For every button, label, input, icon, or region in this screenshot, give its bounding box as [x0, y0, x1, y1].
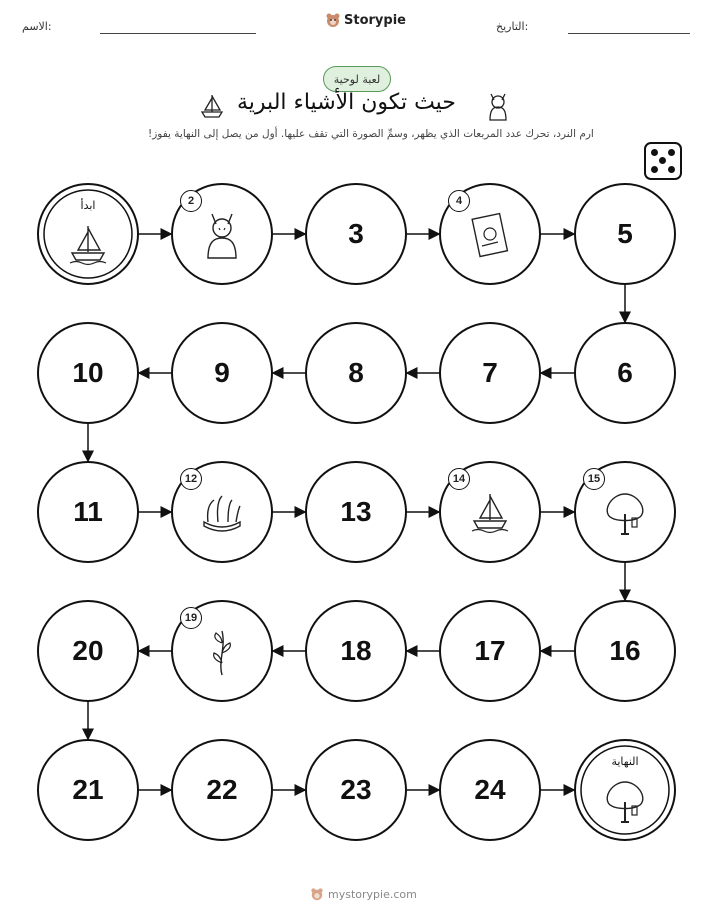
space-number-tag: 12	[180, 468, 202, 490]
game-type-badge: لعبة لوحية	[323, 66, 391, 92]
page-title: حيث تكون الأشياء البرية	[237, 90, 456, 115]
footer	[310, 887, 417, 901]
space-number-tag: 15	[583, 468, 605, 490]
space-number-tag: 2	[180, 190, 202, 212]
space-number-tag: 4	[448, 190, 470, 212]
space-number: 5	[617, 218, 633, 249]
space-number: 20	[72, 635, 104, 666]
instructions: ارم النرد، تحرك عدد المربعات الذي يظهر، وسمِّ الصورة التي تقف عليها. أول من يصل إلى النهاية يفوز!	[148, 128, 594, 140]
space-number: 22	[206, 774, 238, 805]
space-number-tag: 14	[448, 468, 470, 490]
space-number: 16	[609, 635, 641, 666]
space-number: 8	[348, 357, 364, 388]
bear-icon	[310, 887, 324, 901]
space-number: 13	[340, 496, 372, 527]
space-number: 7	[482, 357, 498, 388]
space-number-tag: 19	[180, 607, 202, 629]
space-number: 3	[348, 218, 364, 249]
end-label: النهاية	[611, 755, 639, 768]
space-number: 21	[72, 774, 104, 805]
name-label: الاسم:	[22, 20, 52, 33]
space-number: 10	[72, 357, 104, 388]
space-number: 9	[214, 357, 230, 388]
start-label: ابدأ	[80, 199, 96, 212]
space-number: 18	[340, 635, 372, 666]
date-label: التاريخ:	[496, 20, 529, 33]
space-number: 11	[73, 496, 103, 527]
footer-site: mystorypie.com	[328, 887, 417, 901]
space-number: 6	[617, 357, 633, 388]
space-number: 23	[340, 774, 372, 805]
brand-name: Storypie	[344, 12, 406, 28]
space-number: 24	[474, 774, 506, 805]
space-number: 17	[474, 635, 506, 666]
